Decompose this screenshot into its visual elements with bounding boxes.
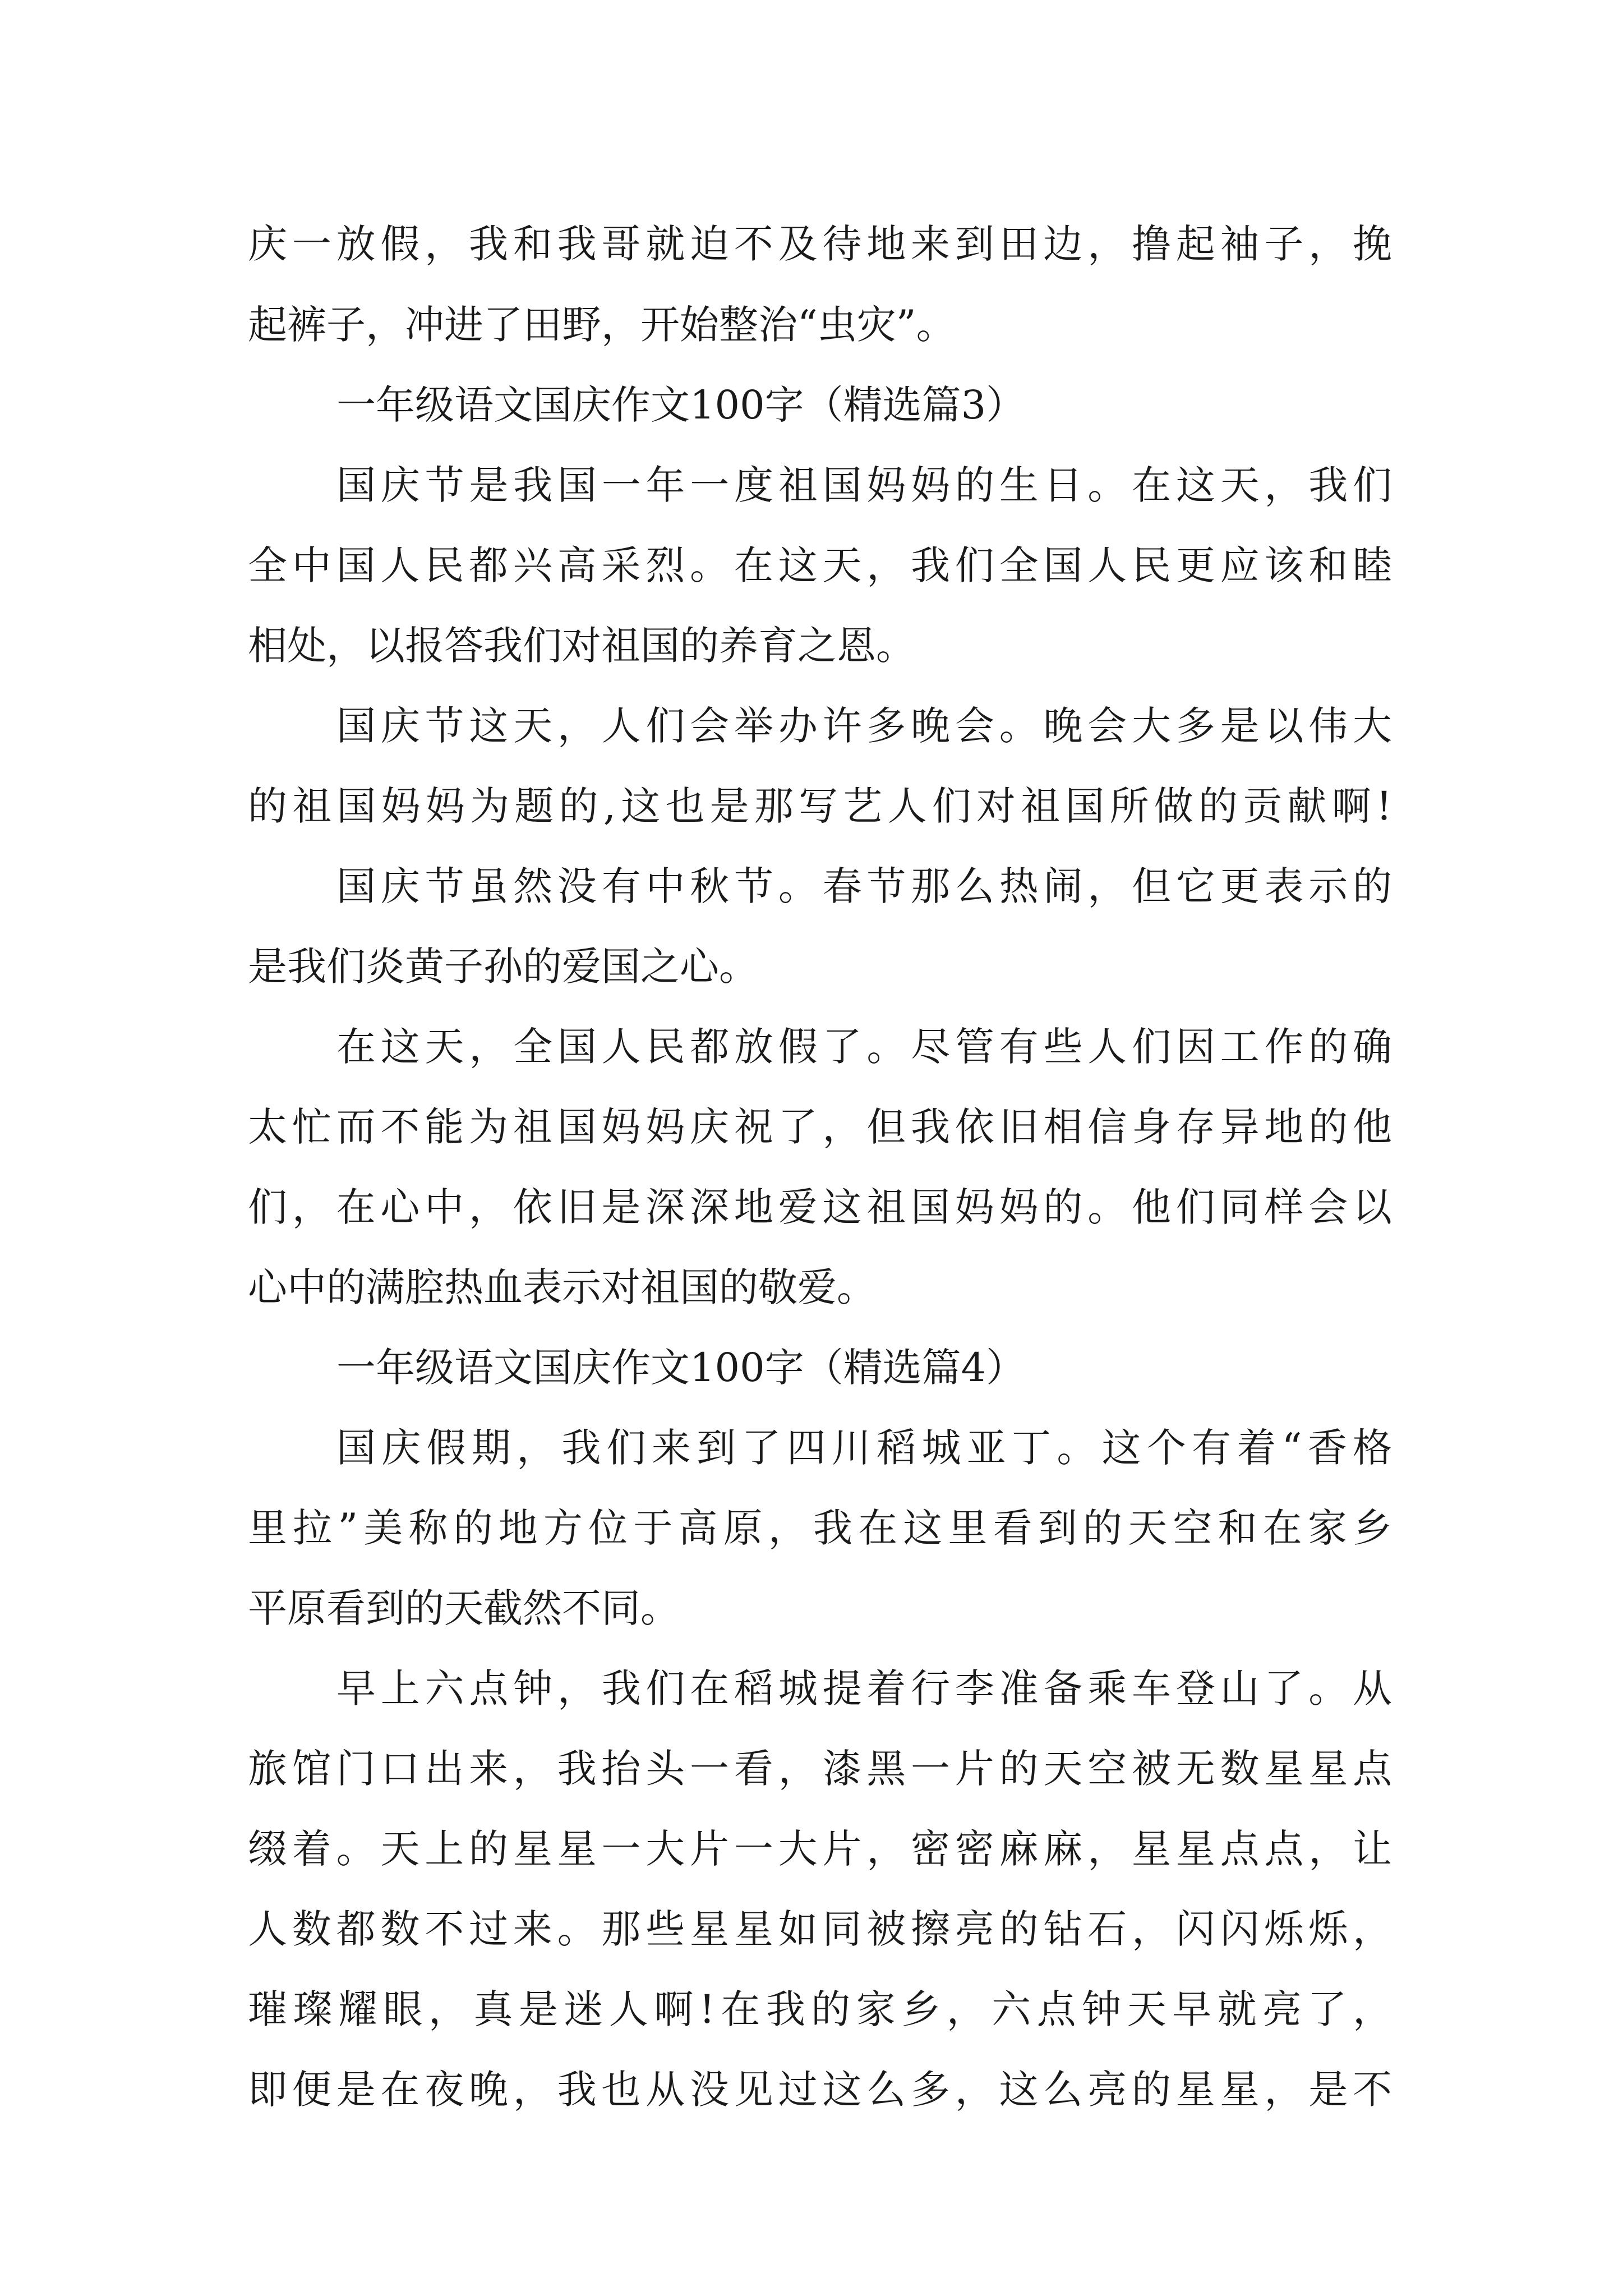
text-line-19: 早上六点钟，我们在稻城提着行李准备乘车登山了。从 — [336, 1665, 1392, 1711]
text-line-1: 庆一放假，我和我哥就迫不及待地来到田边，撸起袖子，挽 — [248, 221, 1392, 267]
section-heading-4: 一年级语文国庆作文100字（精选篇4） — [336, 1345, 1026, 1391]
text-line-18: 平原看到的天截然不同。 — [248, 1585, 680, 1631]
text-line-12: 太忙而不能为祖国妈妈庆祝了，但我依旧相信身存异地的他 — [248, 1104, 1392, 1150]
text-line-16: 国庆假期，我们来到了四川稻城亚丁。这个有着“香格 — [336, 1425, 1392, 1471]
text-line-24: 即便是在夜晚，我也从没见过这么多，这么亮的星星，是不 — [248, 2067, 1392, 2113]
text-line-20: 旅馆门口出来，我抬头一看，漆黑一片的天空被无数星星点 — [248, 1746, 1392, 1792]
text-line-5: 全中国人民都兴高采烈。在这天，我们全国人民更应该和睦 — [248, 542, 1392, 588]
text-line-17: 里拉”美称的地方位于高原，我在这里看到的天空和在家乡 — [248, 1505, 1392, 1551]
text-line-9: 国庆节虽然没有中秋节。春节那么热闹，但它更表示的 — [336, 863, 1392, 909]
text-line-10: 是我们炎黄子孙的爱国之心。 — [248, 944, 758, 990]
text-line-11: 在这天，全国人民都放假了。尽管有些人们因工作的确 — [336, 1024, 1392, 1070]
text-line-22: 人数都数不过来。那些星星如同被擦亮的钻石，闪闪烁烁， — [248, 1906, 1392, 1952]
text-line-4: 国庆节是我国一年一度祖国妈妈的生日。在这天，我们 — [336, 462, 1392, 508]
section-heading-3: 一年级语文国庆作文100字（精选篇3） — [336, 382, 1026, 428]
text-line-23: 璀璨耀眼，真是迷人啊!在我的家乡，六点钟天早就亮了， — [248, 1986, 1392, 2032]
text-line-2: 起裤子，冲进了田野，开始整治“虫灾”。 — [248, 302, 956, 348]
text-line-6: 相处，以报答我们对祖国的养育之恩。 — [248, 623, 915, 669]
text-line-8: 的祖国妈妈为题的,这也是那写艺人们对祖国所做的贡献啊! — [248, 783, 1392, 829]
text-line-21: 缀着。天上的星星一大片一大片，密密麻麻，星星点点，让 — [248, 1826, 1392, 1872]
text-line-14: 心中的满腔热血表示对祖国的敬爱。 — [248, 1264, 876, 1310]
text-line-13: 们，在心中，依旧是深深地爱这祖国妈妈的。他们同样会以 — [248, 1184, 1392, 1230]
text-line-7: 国庆节这天，人们会举办许多晚会。晚会大多是以伟大 — [336, 703, 1392, 749]
